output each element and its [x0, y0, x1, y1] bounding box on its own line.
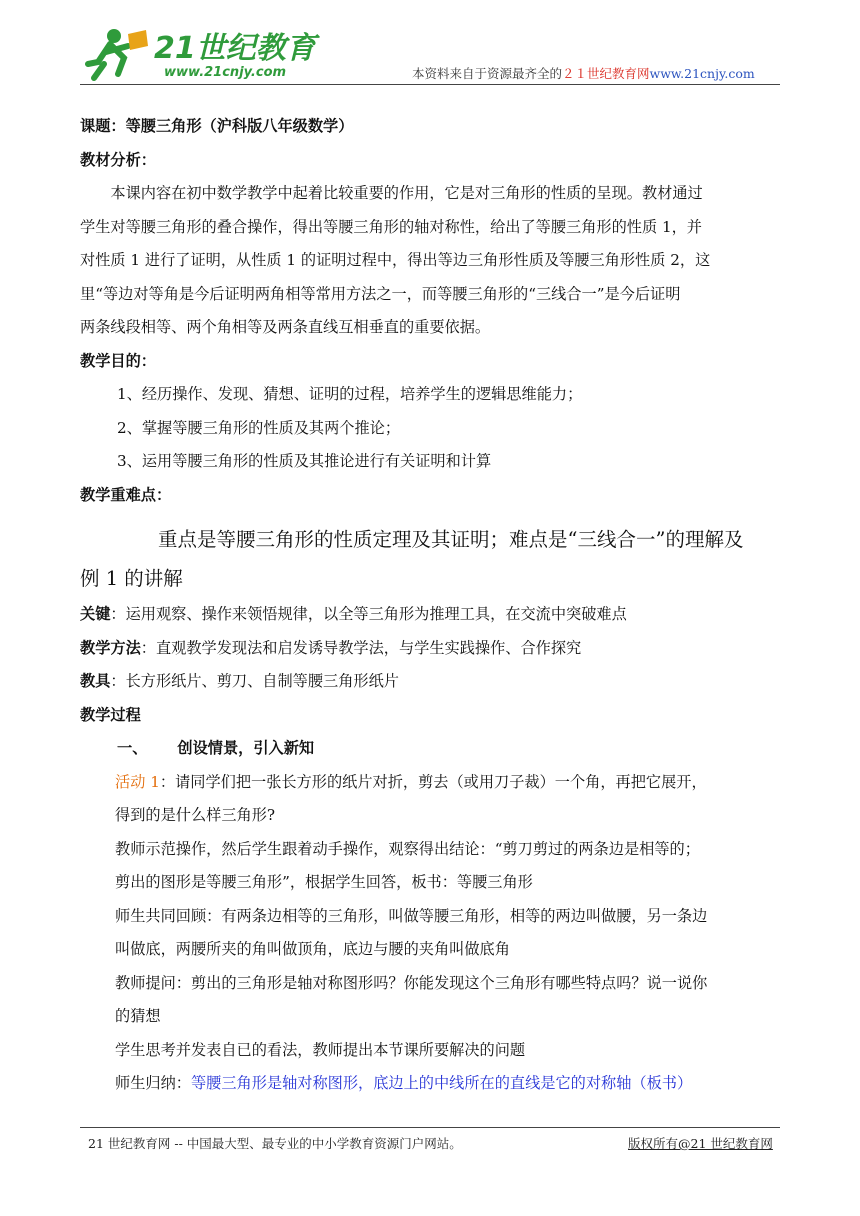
- ask-line-2: 的猜想: [115, 1007, 161, 1025]
- tools-label: 教具: [80, 672, 111, 690]
- summary-line: [80, 1067, 780, 1101]
- analysis-line-2: 学生对等腰三角形的叠合操作，得出等腰三角形的轴对称性，给出了等腰三角形的性质 1，并: [80, 217, 702, 236]
- section-heading-process: 教学过程: [80, 705, 141, 724]
- keys-line: [80, 598, 780, 632]
- header-note-prefix: 本资料来自于资源最齐全的: [412, 66, 563, 81]
- goal-item-3: 3、运用等腰三角形的性质及其推论进行有关证明和计算: [117, 452, 492, 470]
- keypoints-line-1: 重点是等腰三角形的性质定理及其证明；难点是“三线合一”的理解及: [158, 528, 744, 551]
- site-logo[interactable]: [84, 24, 316, 86]
- section-heading-analysis: 教材分析：: [80, 150, 156, 169]
- document-body: [80, 110, 780, 1101]
- demo-line-2: 剪出的图形是等腰三角形”，根据学生回答，板书：等腰三角形: [115, 873, 533, 891]
- review-line-1: 师生共同回顾：有两条边相等的三角形，叫做等腰三角形，相等的两边叫做腰，另一条边: [115, 906, 708, 925]
- tools-line: [80, 665, 780, 699]
- activity-label: 活动 1: [115, 772, 160, 791]
- footer-left-text: 21 世纪教育网 -- 中国最大型、最专业的中小学教育资源门户网站。: [88, 1136, 462, 1151]
- summary-label: 师生归纳：: [115, 1074, 191, 1092]
- analysis-line-5: 两条线段相等、两个角相等及两条直线互相垂直的重要依据。: [80, 318, 491, 336]
- doc-title: 课题：等腰三角形（沪科版八年级数学）: [80, 117, 354, 135]
- method-text: ：直观教学发现法和启发诱导教学法，与学生实践操作、合作探究: [140, 638, 582, 657]
- logo-brand: 21世纪教育: [154, 31, 316, 66]
- header-note: [412, 64, 755, 82]
- section-heading-keypoints: 教学重难点：: [80, 485, 172, 504]
- step-1-heading: [80, 732, 780, 766]
- analysis-line-1: 本课内容在初中数学教学中起着比较重要的作用，它是对三角形的性质的呈现。教材通过: [110, 184, 703, 202]
- keys-label: 关键: [80, 605, 111, 623]
- logo-url: www.21cnjy.com: [164, 65, 287, 80]
- method-label: 教学方法: [80, 638, 141, 657]
- step-1-title: 创设情景，引入新知: [177, 739, 315, 757]
- review-line-2: 叫做底，两腰所夹的角叫做顶角，底边与腰的夹角叫做底角: [115, 940, 510, 958]
- goal-item-2: 2、掌握等腰三角形的性质及其两个推论；: [117, 418, 401, 437]
- method-line: [80, 632, 780, 666]
- step-1-number: 一、: [117, 739, 148, 757]
- header-divider: [80, 84, 780, 85]
- keys-text: ：运用观察、操作来领悟规律，以全等三角形为推理工具，在交流中突破难点: [110, 605, 627, 623]
- footer-copyright-link[interactable]: 版权所有@21 世纪教育网: [628, 1136, 773, 1151]
- summary-text: 等腰三角形是轴对称图形，底边上的中线所在的直线是它的对称轴（板书）: [190, 1074, 693, 1092]
- section-heading-goals: 教学目的：: [80, 351, 156, 370]
- header-note-site: ２１世纪教育网: [562, 66, 650, 81]
- header-note-url[interactable]: www.21cnjy.com: [649, 66, 755, 81]
- ask-line-1: 教师提问：剪出的三角形是轴对称图形吗？你能发现这个三角形有哪些特点吗？说一说你: [115, 973, 708, 992]
- activity-text-1: ：请同学们把一张长方形的纸片对折，剪去（或用刀子裁）一个角，再把它展开，: [159, 772, 707, 791]
- keypoints-line-2: 例 1 的讲解: [80, 567, 183, 590]
- analysis-line-3: 对性质 1 进行了证明，从性质 1 的证明过程中，得出等边三角形性质及等腰三角形性质 2，这: [80, 251, 711, 269]
- analysis-line-4: 里“等边对等角是今后证明两角相等常用方法之一，而等腰三角形的“三线合一”是今后证明: [80, 284, 681, 303]
- activity-line-2: 得到的是什么样三角形?: [115, 806, 276, 824]
- activity-line-1: [80, 766, 780, 800]
- goal-item-1: 1、经历操作、发现、猜想、证明的过程，培养学生的逻辑思维能力；: [117, 385, 583, 403]
- footer-divider: [80, 1127, 780, 1128]
- think-line: 学生思考并发表自已的看法，教师提出本节课所要解决的问题: [115, 1040, 526, 1059]
- tools-text: ：长方形纸片、剪刀、自制等腰三角形纸片: [110, 672, 399, 690]
- demo-line-1: 教师示范操作，然后学生跟着动手操作，观察得出结论：“剪刀剪过的两条边是相等的；: [115, 839, 700, 858]
- running-figure-icon: [88, 29, 148, 78]
